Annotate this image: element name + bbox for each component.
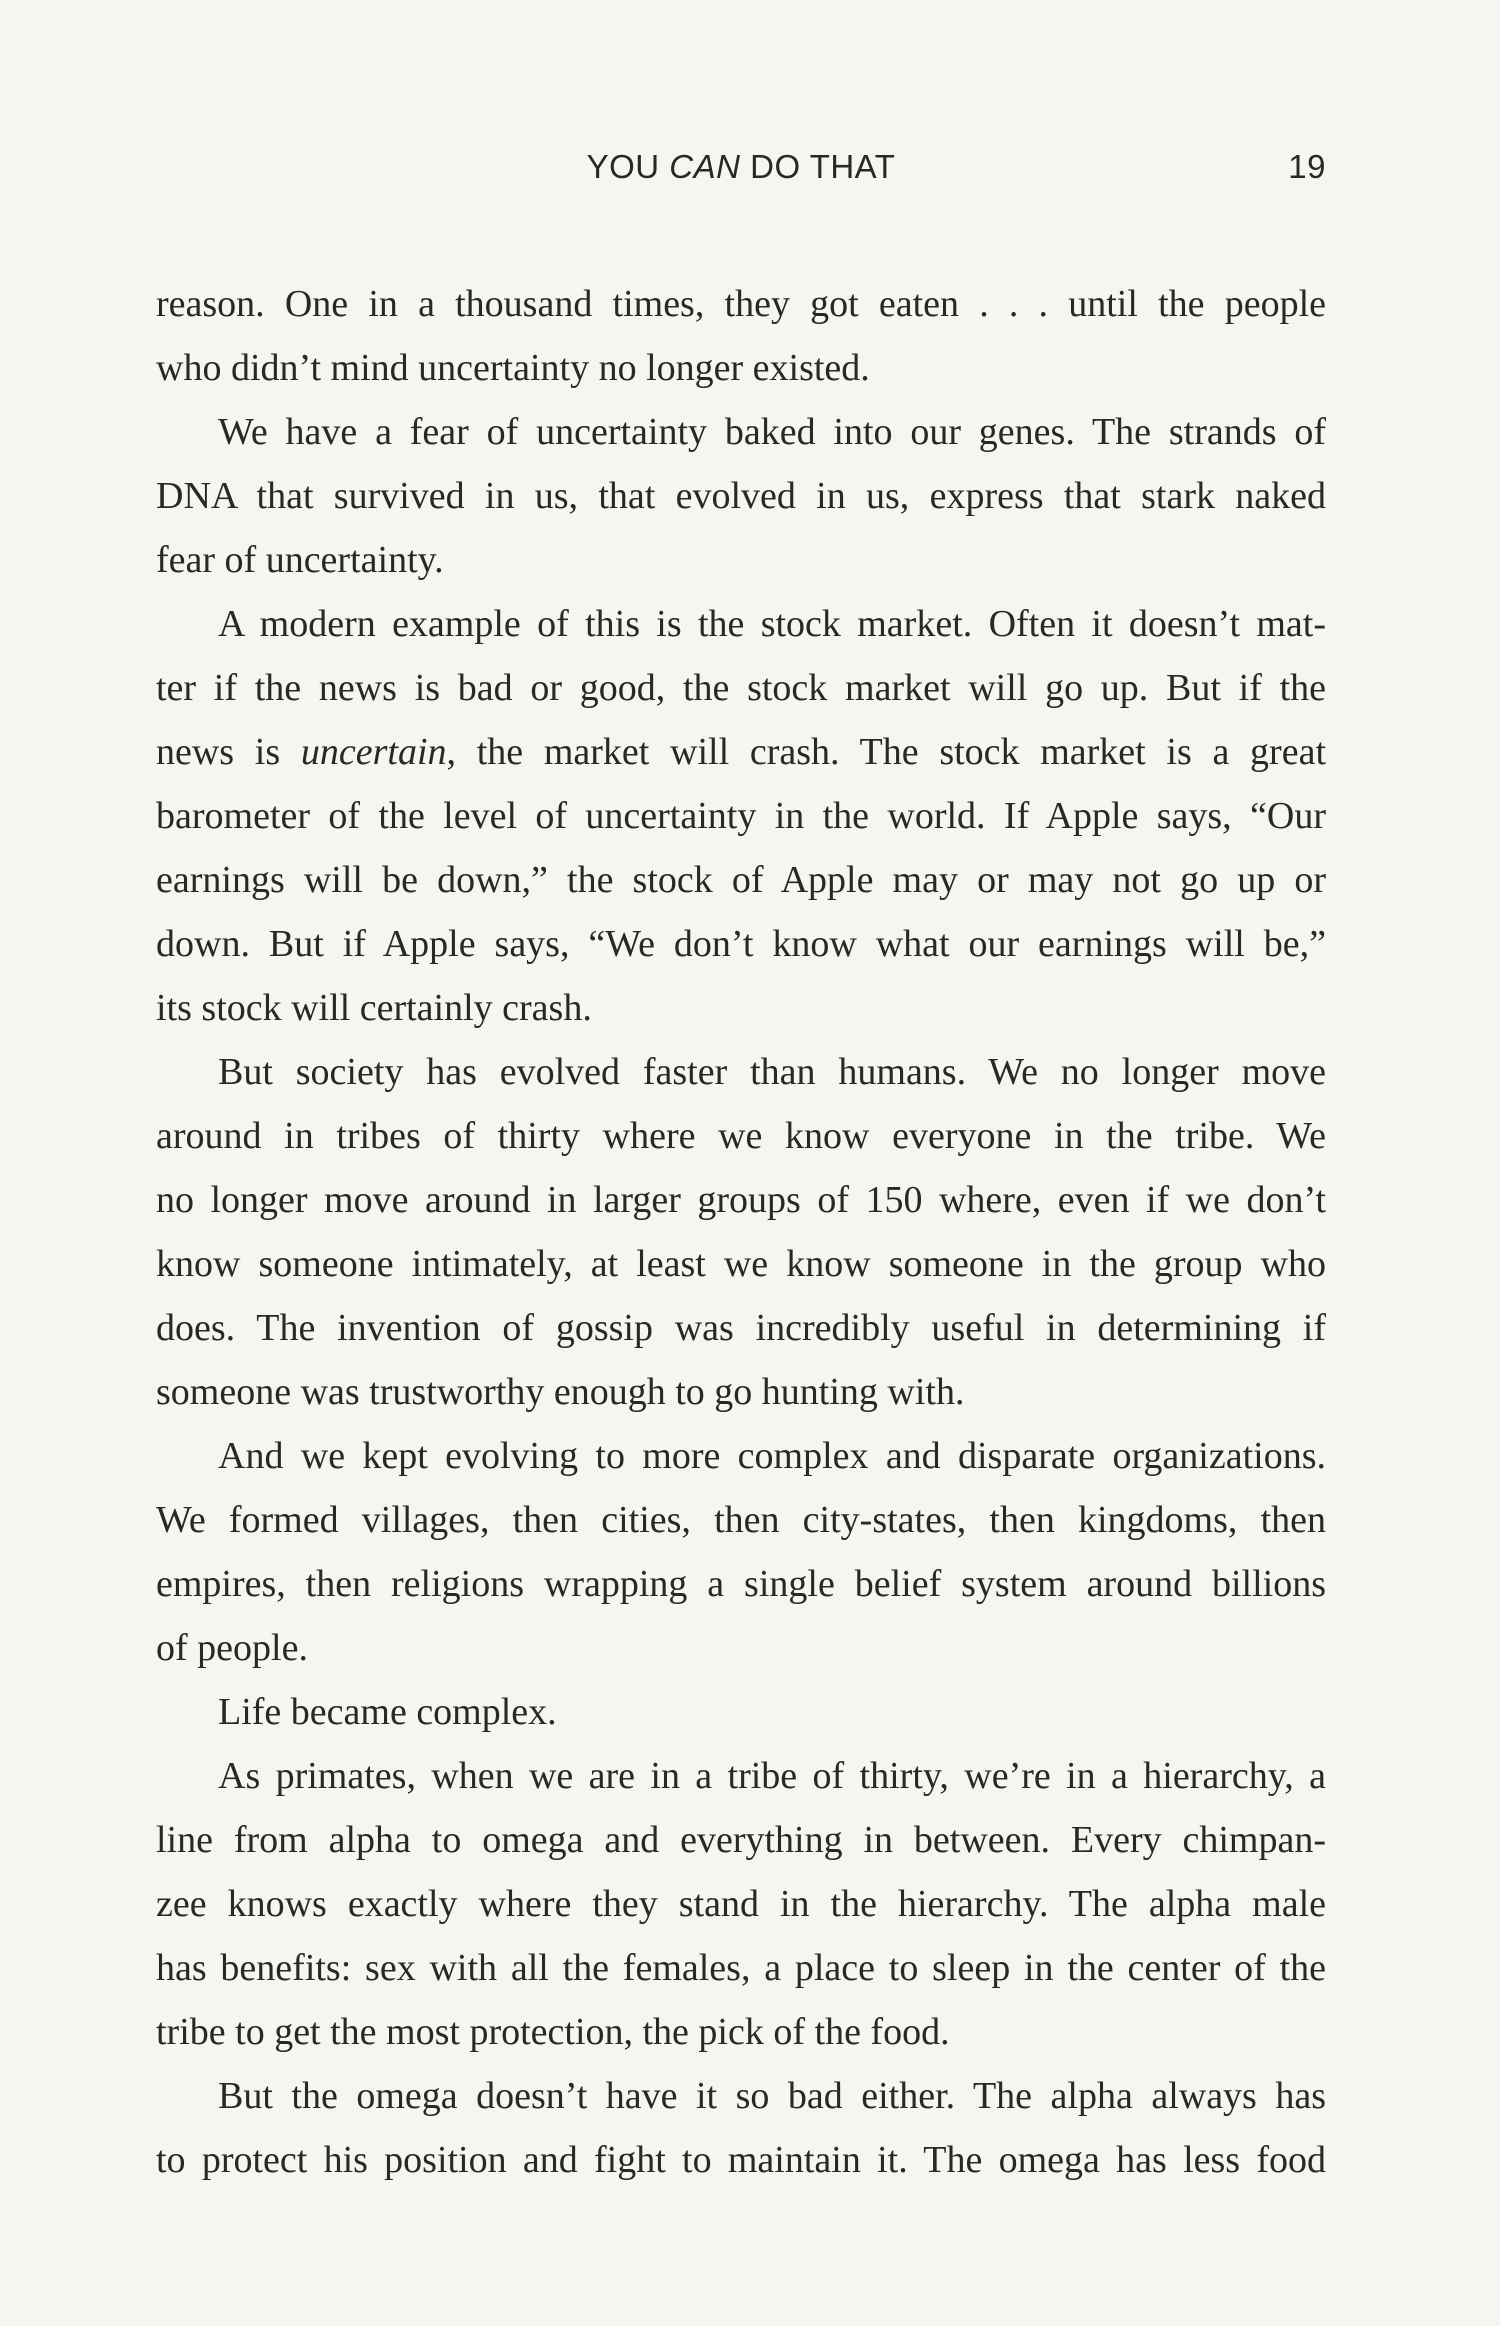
text-fragment: news is: [156, 731, 301, 773]
text-line: someone was trustworthy enough to go hunting with.: [156, 1371, 965, 1413]
text-line: ter if the news is bad or good, the stock market will go up. But if the: [156, 667, 1326, 709]
text-line: empires, then religions wrapping a single belief system around billions: [156, 1563, 1326, 1605]
text-line: of people.: [156, 1627, 308, 1669]
text-line: barometer of the level of uncertainty in the world. If Apple says, “Our: [156, 795, 1326, 837]
text-line: tribe to get the most protection, the pick of the food.: [156, 2011, 950, 2053]
text-line: And we kept evolving to more complex and disparate organizations.: [218, 1435, 1326, 1477]
text-line: around in tribes of thirty where we know everyone in the tribe. We: [156, 1115, 1326, 1157]
text-line: DNA that survived in us, that evolved in us, express that stark naked: [156, 475, 1326, 517]
text-line: has benefits: sex with all the females, a place to sleep in the center of the: [156, 1947, 1326, 1989]
text-line: We have a fear of uncertainty baked into our genes. The strands of: [218, 411, 1326, 453]
text-line: no longer move around in larger groups of 150 where, even if we don’t: [156, 1179, 1326, 1221]
body-text: [156, 272, 1326, 2192]
text-line: earnings will be down,” the stock of Apple may or may not go up or: [156, 859, 1326, 901]
emphasized-word: uncertain: [300, 731, 447, 773]
text-line: But society has evolved faster than humans. We no longer move: [218, 1051, 1326, 1093]
text-line: fear of uncertainty.: [156, 539, 444, 581]
text-line: to protect his position and fight to maintain it. The omega has less food: [156, 2139, 1326, 2181]
text-line: As primates, when we are in a tribe of thirty, we’re in a hierarchy, a: [218, 1755, 1326, 1797]
text-line: know someone intimately, at least we know someone in the group who: [156, 1243, 1326, 1285]
text-line: line from alpha to omega and everything in between. Every chimpan-: [156, 1819, 1326, 1861]
text-line: Life became complex.: [218, 1691, 557, 1733]
text-fragment: , the market will crash. The stock market is a great: [446, 731, 1326, 773]
text-line: [156, 720, 1326, 784]
running-title-emphasis: CAN: [669, 148, 741, 185]
running-header: [156, 148, 1326, 198]
running-title-start: YOU: [586, 148, 670, 185]
running-title-end: DO THAT: [740, 148, 896, 185]
text-line: who didn’t mind uncertainty no longer existed.: [156, 347, 870, 389]
page-number: 19: [1288, 148, 1326, 185]
running-title: [156, 148, 1326, 186]
text-line: its stock will certainly crash.: [156, 987, 592, 1029]
text-line: We formed villages, then cities, then city-states, then kingdoms, then: [156, 1499, 1326, 1541]
text-line: reason. One in a thousand times, they got eaten . . . until the people: [156, 283, 1326, 325]
text-line: does. The invention of gossip was incredibly useful in determining if: [156, 1307, 1326, 1349]
text-line: down. But if Apple says, “We don’t know what our earnings will be,”: [156, 923, 1326, 965]
text-line: But the omega doesn’t have it so bad either. The alpha always has: [218, 2075, 1326, 2117]
text-line: zee knows exactly where they stand in the hierarchy. The alpha male: [156, 1883, 1326, 1925]
text-line: A modern example of this is the stock market. Often it doesn’t mat-: [218, 603, 1326, 645]
